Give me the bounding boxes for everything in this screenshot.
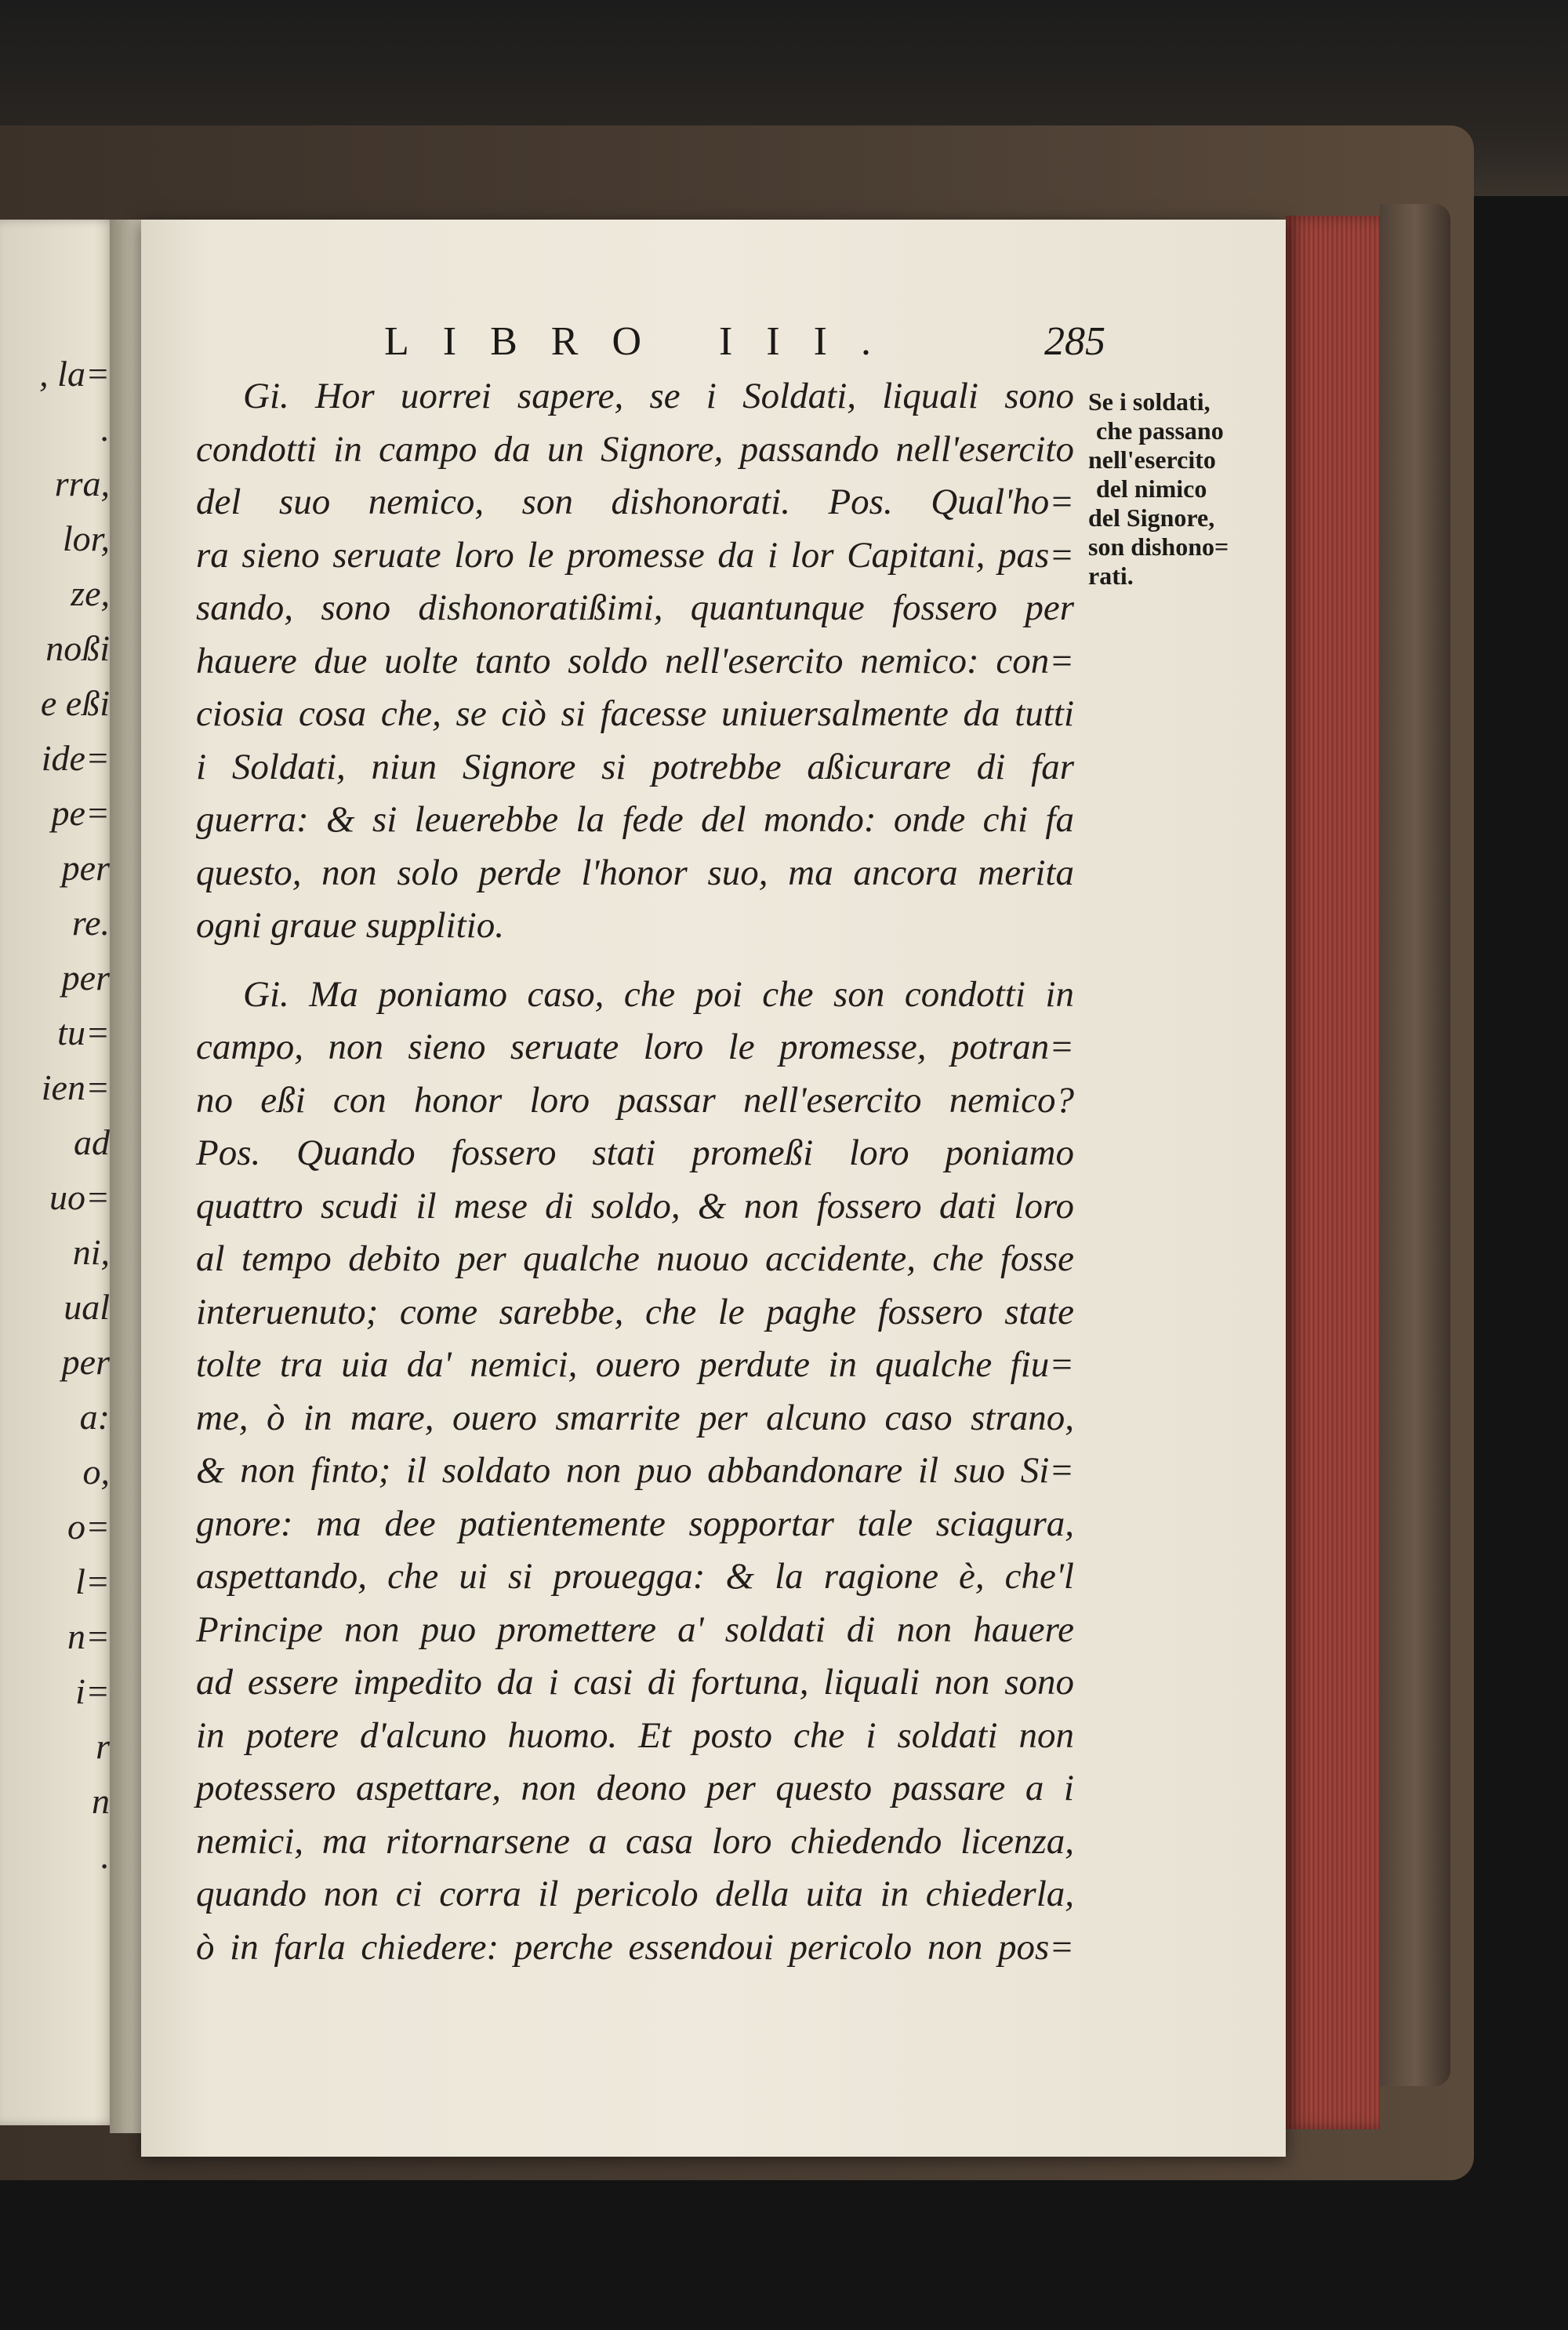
marginal-note-line: che passano xyxy=(1096,416,1224,445)
marginal-note xyxy=(1088,387,1261,591)
left-page-fragment: n xyxy=(92,1781,110,1821)
text-line: ò in farla chiedere: perche essendoui pericolo non pos= xyxy=(196,1926,1074,1968)
left-page-fragment: ad xyxy=(74,1122,110,1162)
left-page-fragment: rra, xyxy=(54,463,110,503)
marginal-note-line: rati. xyxy=(1088,562,1134,590)
text-line: in potere d'alcuno huomo. Et posto che i soldati non xyxy=(196,1714,1074,1756)
text-line: guerra: & si leuerebbe la fede del mondo: onde chi fa xyxy=(196,799,1074,840)
left-page-fragment: ien= xyxy=(41,1067,110,1107)
text-line: ad essere impedito da i casi di fortuna, liquali non sono xyxy=(196,1662,1074,1703)
left-page-fragment: noßi xyxy=(45,628,110,668)
text-line: me, ò in mare, ouero smarrite per alcuno caso strano, xyxy=(196,1397,1074,1438)
text-line: Gi. Hor uorrei sapere, se i Soldati, liquali sono xyxy=(243,376,1074,416)
text-line: questo, non solo perde l'honor suo, ma ancora merita xyxy=(196,852,1074,893)
left-page-fragment: per xyxy=(61,848,110,888)
body-text xyxy=(196,370,1074,1974)
marginal-note-line: del nimico xyxy=(1096,474,1207,503)
text-line: nemici, ma ritornarsene a casa loro chiedendo licenza, xyxy=(196,1820,1074,1862)
page-number: 285 xyxy=(1044,319,1105,364)
left-page-fragment: lor, xyxy=(62,518,110,558)
text-line: del suo nemico, son dishonorati. Pos. Qual'ho= xyxy=(196,482,1074,522)
left-page-fragment: a: xyxy=(79,1397,110,1437)
left-page-fragment: ze, xyxy=(71,573,110,613)
left-page-fragment: re. xyxy=(71,903,110,943)
left-page-fragment: , la= xyxy=(39,354,110,394)
text-line: tolte tra uia da' nemici, ouero perdute in qualche fiu= xyxy=(196,1344,1074,1385)
paragraph-2 xyxy=(196,969,1074,1975)
left-page-fragment: n= xyxy=(67,1616,110,1656)
left-page-fragment: ual xyxy=(64,1287,110,1327)
text-line: hauere due uolte tanto soldo nell'esercito nemico: con= xyxy=(196,640,1074,682)
left-page-fragment: per xyxy=(61,958,110,998)
paragraph-1 xyxy=(196,370,1074,953)
left-page-fragment: o, xyxy=(82,1452,110,1492)
book-cover-edge xyxy=(1380,204,1450,2086)
text-line: interuenuto; come sarebbe, che le paghe fossero state xyxy=(196,1291,1074,1332)
text-line: quattro scudi il mese di soldo, & non fossero dati loro xyxy=(196,1185,1074,1227)
left-page-fragment: r xyxy=(96,1726,110,1766)
left-page-fragment: tu= xyxy=(57,1012,110,1052)
left-page-fragment: ni, xyxy=(72,1232,110,1272)
text-line: potessero aspettare, non deono per questo passare a i xyxy=(196,1768,1074,1808)
text-line: & non finto; il soldato non puo abbandonare il suo Si= xyxy=(196,1450,1074,1491)
text-line: Principe non puo promettere a' soldati di non hauere xyxy=(196,1608,1074,1650)
left-page-fragment: pe= xyxy=(51,793,110,833)
text-line: sando, sono dishonoratißimi, quantunque fossero per xyxy=(196,587,1074,628)
text-line: ogni graue supplitio. xyxy=(196,905,504,946)
left-page-fragment: o= xyxy=(67,1507,110,1547)
page-block-red-edge xyxy=(1286,216,1380,2129)
text-line: aspettando, che ui si prouegga: & la ragione è, che'l xyxy=(196,1556,1074,1597)
left-page-fragment: uo= xyxy=(49,1177,110,1217)
text-line: i Soldati, niun Signore si potrebbe aßicurare di far xyxy=(196,746,1074,787)
left-page-fragment: . xyxy=(100,409,110,449)
marginal-note-line: nell'esercito xyxy=(1088,445,1216,474)
text-line: campo, non sieno seruate loro le promesse, potran= xyxy=(196,1027,1074,1067)
left-page xyxy=(0,220,118,2125)
left-page-fragment: i= xyxy=(75,1671,110,1711)
running-header xyxy=(235,318,1105,373)
text-line: Pos. Quando fossero stati promeßi loro poniamo xyxy=(196,1132,1074,1173)
left-page-fragment: . xyxy=(100,1836,110,1876)
text-line: ra sieno seruate loro le promesse da i lor Capitani, pas= xyxy=(196,534,1074,576)
running-title: LIBRO III. xyxy=(384,319,905,364)
left-page-fragment: per xyxy=(61,1342,110,1382)
text-line: no eßi con honor loro passar nell'esercito nemico? xyxy=(196,1079,1074,1121)
text-line: Gi. Ma poniamo caso, che poi che son condotti in xyxy=(243,973,1074,1015)
text-line: ciosia cosa che, se ciò si facesse uniuersalmente da tutti xyxy=(196,693,1074,734)
marginal-note-line: del Signore, xyxy=(1088,503,1215,532)
text-line: condotti in campo da un Signore, passando nell'esercito xyxy=(196,428,1074,470)
left-page-fragment: e eßi xyxy=(40,683,110,723)
marginal-note-line: son dishono= xyxy=(1088,533,1229,561)
left-page-fragment: ide= xyxy=(41,738,110,778)
left-page-fragment: l= xyxy=(75,1561,110,1601)
marginal-note-line: Se i soldati, xyxy=(1088,387,1210,416)
text-line: gnore: ma dee patientemente sopportar tale sciagura, xyxy=(196,1503,1074,1544)
text-line: al tempo debito per qualche nuouo accidente, che fosse xyxy=(196,1238,1074,1279)
text-line: quando non ci corra il pericolo della uita in chiederla, xyxy=(196,1874,1074,1914)
